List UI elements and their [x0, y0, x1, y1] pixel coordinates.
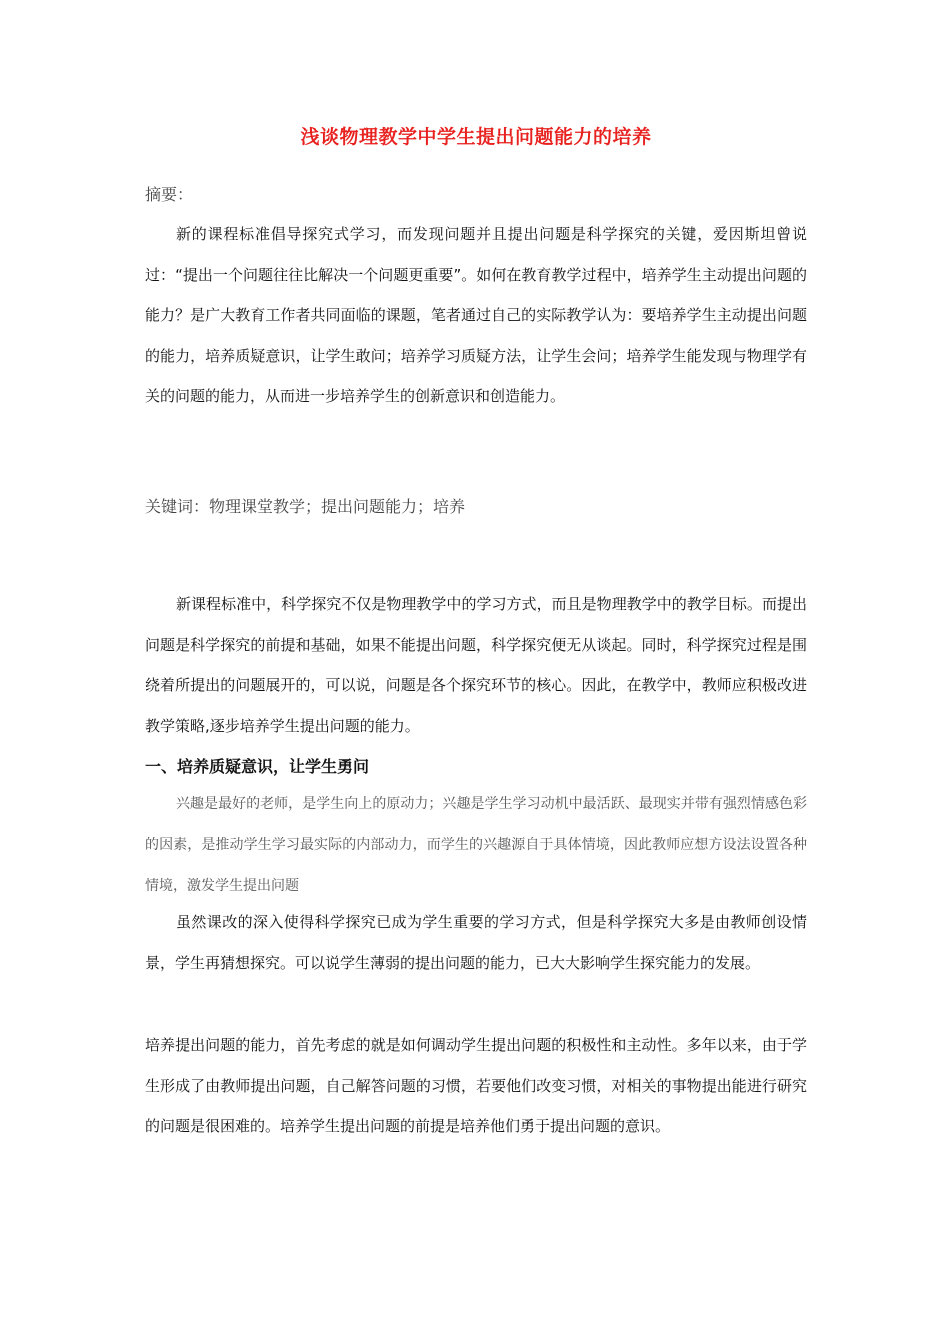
section-1-paragraph-2: 虽然课改的深入使得科学探究已成为学生重要的学习方式，但是科学探究大多是由教师创设情景，学生再猜想探究。可以说学生薄弱的提出问题的能力，已大大影响学生探究能力的发展。 — [145, 913, 807, 972]
section-1-quote-paragraph: 兴趣是最好的老师，是学生向上的原动力；兴趣是学生学习动机中最活跃、最现实并带有强烈情感色彩的因素，是推动学生学习最实际的内部动力，而学生的兴趣源自于具体情境，因此教师应想方设法设置各种情境，激发学生提出问题 — [145, 796, 807, 894]
section-1-heading: 一、培养质疑意识，让学生勇问 — [145, 757, 370, 776]
intro-paragraph: 新课程标准中，科学探究不仅是物理教学中的学习方式，而且是物理教学中的教学目标。而提出问题是科学探究的前提和基础，如果不能提出问题，科学探究便无从谈起。同时，科学探究过程是围绕着所提出的问题展开的，可以说，问题是各个探究环节的核心。因此，在教学中，教师应积极改进教学策略,逐步培养学生提出问题的能力。 — [145, 595, 807, 735]
abstract-paragraph: 新的课程标准倡导探究式学习，而发现问题并且提出问题是科学探究的关键，爱因斯坦曾说过：“提出一个问题往往比解决一个问题更重要”。如何在教育教学过程中，培养学生主动提出问题的能力？是广大教育工作者共同面临的课题，笔者通过自己的实际教学认为：要培养学生主动提出问题的能力，培养质疑意识，让学生敢问；培养学习质疑方法，让学生会问；培养学生能发现与物理学有关的问题的能力，从而进一步培养学生的创新意识和创造能力。 — [145, 225, 807, 406]
keywords-line: 关键词：物理课堂教学；提出问题能力；培养 — [145, 497, 466, 516]
section-1-paragraph-3: 培养提出问题的能力，首先考虑的就是如何调动学生提出问题的积极性和主动性。多年以来，由于学生形成了由教师提出问题，自己解答问题的习惯，若要他们改变习惯，对相关的事物提出能进行研究的问题是很困难的。培养学生提出问题的前提是培养他们勇于提出问题的意识。 — [145, 1036, 807, 1136]
document-title: 浅谈物理教学中学生提出问题能力的培养 — [300, 126, 652, 148]
abstract-label: 摘要： — [145, 185, 194, 204]
